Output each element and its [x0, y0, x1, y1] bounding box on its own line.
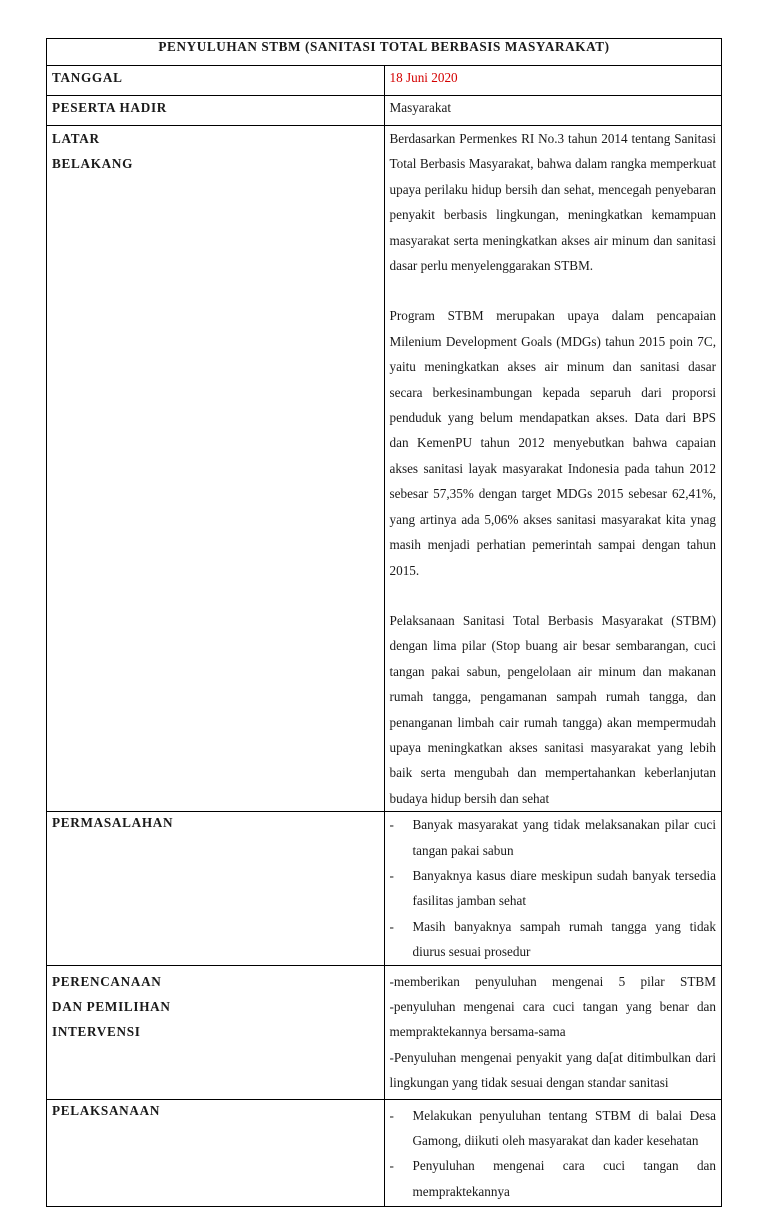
peserta-hadir-value: Masyarakat [384, 96, 722, 126]
perencanaan-label-line2: DAN PEMILIHAN [52, 999, 171, 1014]
permasalahan-content [384, 812, 722, 965]
latar-paragraph-2: Program STBM merupakan upaya dalam pencapaian Milenium Development Goals (MDGs) tahun 2015 poin 7C, yaitu meningkatkan akses air minum dan sanitasi dasar secara berkesinambungan kepada separuh dari proporsi penduduk yang belum mendapatkan akses. Data dari BPS dan KemenPU tahun 2012 menyebutkan bahwa capaian akses sanitasi layak masyarakat Indonesia pada tahun 2012 sebesar 57,35% dengan target MDGs 2015 sebesar 62,41%, yang artinya ada 5,06% akses sanitasi masyarakat kita ynag masih menjadi perhatian pemerintah sampai dengan tahun 2015. [389, 308, 716, 578]
tanggal-label: TANGGAL [47, 66, 385, 96]
row-perencanaan [47, 965, 722, 1099]
pelaksanaan-label: PELAKSANAAN [47, 1099, 385, 1207]
perencanaan-label [47, 965, 385, 1099]
word: -memberikan [389, 973, 460, 989]
word: mengenai [552, 973, 604, 989]
latar-paragraph-1: Berdasarkan Permenkes RI No.3 tahun 2014 tentang Sanitasi Total Berbasis Masyarakat, bahwa dalam rangka memperkuat upaya perilaku hidup bersih dan sehat, mencegah penyebaran penyakit berbasis lingkungan, meningkatkan kemampuan masyarakat serta meningkatkan akses air minum dan sanitasi dasar perlu menyelenggarakan STBM. [389, 131, 716, 274]
row-latar-belakang [47, 126, 722, 812]
row-pelaksanaan [47, 1099, 722, 1207]
pelaksanaan-list [390, 1103, 717, 1205]
latar-paragraph-3: Pelaksanaan Sanitasi Total Berbasis Masyarakat (STBM) dengan lima pilar (Stop buang air besar sembarangan, cuci tangan pakai sabun, pengelolaan air minum dan makanan rumah tangga, pengamanan sampah rumah tangga, dan penanganan limbah cair rumah tangga) akan mempermudah upaya meningkatkan akses sanitasi masyarakat yang lebih baik serta mengubah dan mempertahankan keberlanjutan budaya hidup bersih dan sehat [389, 612, 716, 806]
latar-label-line2: BELAKANG [52, 156, 134, 172]
stbm-report-table [46, 38, 722, 1207]
latar-belakang-label [47, 126, 385, 812]
permasalahan-list [390, 812, 717, 964]
perencanaan-line-1 [390, 969, 717, 994]
word: STBM [680, 973, 716, 989]
perencanaan-line-3: -Penyuluhan mengenai penyakit yang da[at ditimbulkan dari lingkungan yang tidak sesuai dengan standar sanitasi [389, 1049, 716, 1091]
list-item: - Penyuluhan mengenai cara cuci tangan dan mempraktekannya [390, 1153, 717, 1204]
list-item: - Melakukan penyuluhan tentang STBM di balai Desa Gamong, diikuti oleh masyarakat dan kader kesehatan [390, 1103, 717, 1154]
tanggal-value: 18 Juni 2020 [384, 66, 722, 96]
word: pilar [640, 973, 665, 989]
word: 5 [618, 973, 626, 989]
report-title: PENYULUHAN STBM (SANITASI TOTAL BERBASIS MASYARAKAT) [47, 39, 722, 66]
word: penyuluhan [475, 973, 537, 989]
pelaksanaan-content [384, 1099, 722, 1207]
perencanaan-label-line1: PERENCANAAN [52, 973, 162, 989]
latar-label-line1: LATAR [52, 131, 100, 146]
perencanaan-label-line3: INTERVENSI [52, 1024, 141, 1040]
row-tanggal [47, 66, 722, 96]
list-item: - Masih banyaknya sampah rumah tangga yang tidak diurus sesuai prosedur [390, 914, 717, 965]
list-item: - Banyak masyarakat yang tidak melaksanakan pilar cuci tangan pakai sabun [390, 812, 717, 863]
list-item: - Banyaknya kasus diare meskipun sudah banyak tersedia fasilitas jamban sehat [390, 863, 717, 914]
perencanaan-line-2: -penyuluhan mengenai cara cuci tangan yang benar dan mempraktekannya bersama-sama [389, 999, 716, 1040]
peserta-hadir-label: PESERTA HADIR [47, 96, 385, 126]
latar-belakang-content [384, 126, 722, 812]
row-peserta-hadir [47, 96, 722, 126]
row-permasalahan [47, 812, 722, 965]
permasalahan-label: PERMASALAHAN [47, 812, 385, 965]
perencanaan-content [384, 965, 722, 1099]
